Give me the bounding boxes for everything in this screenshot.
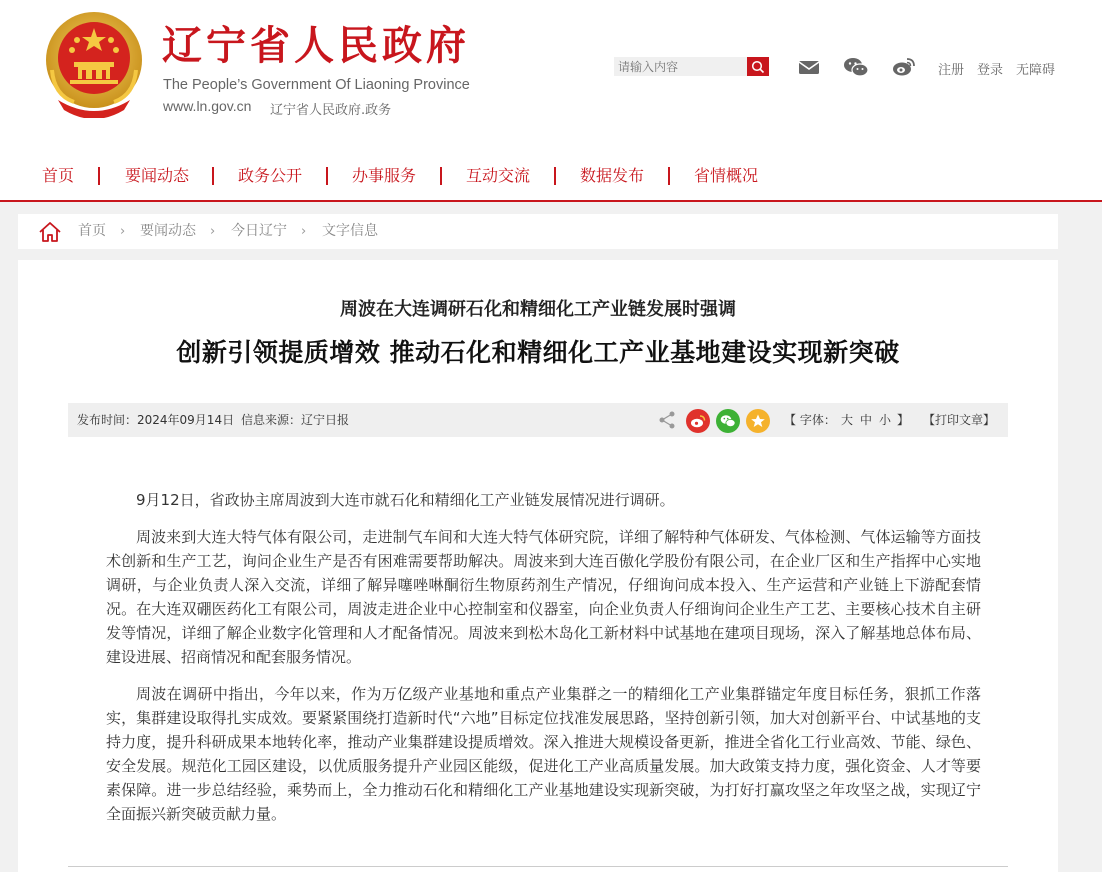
wechat-share-icon[interactable] [716,409,740,433]
nav-divider [212,167,214,185]
article-paragraph: 周波在调研中指出，今年以来，作为万亿级产业基地和重点产业集群之一的精细化工产业集群锚定年度目标任务，狠抓工作落实，集群建设取得扎实成效。要紧紧围绕打造新时代“六地”目标定位找准发展思路，坚持创新引领，加大对创新平台、中试基地的支持力度，提升科研成果本地转化率，推动产业集群建设提质增效。深入推进大规模设备更新，推进全省化工行业高效、节能、绿色、安全发展。规范化工园区建设，以优质服务提升产业园区能级，促进化工产业高质量发展。加大政策支持力度，强化资金、人才等要素保障。进一步总结经验，乘势而上，全力推动石化和精细化工产业基地建设实现新突破，为打好打赢攻坚之年攻坚之战，实现辽宁全面振兴新突破贡献力量。 [106,685,981,823]
font-size-end: 】 [897,413,910,427]
breadcrumb [18,214,1058,249]
article-paragraph: 周波来到大连大特气体有限公司，走进制气车间和大连大特气体研究院，详细了解特种气体研发、气体检测、气体运输等方面技术创新和生产工艺，询问企业生产是否有困难需要帮助解决。周波来到大连百傲化学股份有限公司，在企业厂区和生产指挥中心实地调研，与企业负责人深入交流，详细了解异噻唑啉酮衍生物原药剂生产情况，仔细询问成本投入、生产运营和产业链上下游配套情况。在大连双硼医药化工有限公司，周波走进企业中心控制室和仪器室，向企业负责人仔细询问企业生产工艺、主要核心技术自主研发等情况，详细了解企业数字化管理和人才配备情况。周波来到松木岛化工新材料中试基地在建项目现场，深入了解基地总体布局、建设进展、招商情况和配套服务情况。 [106,528,981,666]
nav-underline [0,200,1102,202]
chevron-right-icon: › [301,224,307,239]
article-card [18,260,1058,872]
nav-gov-affairs[interactable]: 政务公开 [238,166,303,185]
nav-interaction[interactable]: 互动交流 [466,166,531,185]
mail-icon[interactable] [797,56,821,78]
publish-date: 发布时间：2024年09月14日 [77,413,235,427]
font-size-medium[interactable]: 中 [860,413,873,427]
search-icon [751,60,765,74]
national-emblem-icon [44,10,144,118]
font-size-small[interactable]: 小 [879,413,892,427]
site-url[interactable]: www.ln.gov.cn [163,98,252,114]
breadcrumb-text-info[interactable]: 文字信息 [322,223,378,239]
breadcrumb-today-liaoning[interactable]: 今日辽宁 [231,223,287,239]
nav-divider [326,167,328,185]
nav-services[interactable]: 办事服务 [352,166,417,185]
breadcrumb-news[interactable]: 要闻动态 [140,223,196,239]
article-body [106,488,981,839]
font-size-label: 【 字体： [784,413,836,427]
accessibility-link[interactable]: 无障碍 [1016,63,1056,78]
nav-divider [668,167,670,185]
site-subtitle-en: The People’s Government Of Liaoning Province [163,77,470,93]
breadcrumb-home[interactable]: 首页 [78,223,106,239]
nav-divider [554,167,556,185]
wechat-glyph-icon [720,414,736,428]
weibo-glyph-icon [690,414,706,428]
chevron-right-icon: › [120,224,126,239]
star-glyph-icon [750,413,766,429]
nav-news[interactable]: 要闻动态 [125,166,190,185]
font-size-large[interactable]: 大 [841,413,854,427]
nav-data[interactable]: 数据发布 [580,166,645,185]
site-title: 辽宁省人民政府 [162,22,470,69]
home-icon[interactable] [38,220,62,244]
nav-home[interactable]: 首页 [42,166,75,185]
nav-divider [440,167,442,185]
content-divider [68,866,1008,867]
nav-province-overview[interactable]: 省情概况 [694,166,759,185]
article-meta-bar [68,403,1008,437]
info-source: 信息来源：辽宁日报 [241,413,350,427]
main-nav [0,158,1102,194]
register-link[interactable]: 注册 [938,63,965,78]
weibo-icon[interactable] [892,56,916,78]
article-subtitle: 周波在大连调研石化和精细化工产业链发展时强调 [340,299,736,320]
login-link[interactable]: 登录 [977,63,1004,78]
print-article-link[interactable]: 【打印文章】 [923,413,996,427]
wechat-icon[interactable] [843,56,869,78]
favorite-star-icon[interactable] [746,409,770,433]
share-icon[interactable] [657,410,677,430]
article-paragraph: 9月12日，省政协主席周波到大连市就石化和精细化工产业链发展情况进行调研。 [136,491,675,509]
article-title: 创新引领提质增效 推动石化和精细化工产业基地建设实现新突破 [176,338,900,367]
nav-divider [98,167,100,185]
search-button[interactable] [747,57,769,76]
search-input[interactable] [614,57,747,76]
site-gov-label: 辽宁省人民政府.政务 [270,103,392,118]
chevron-right-icon: › [210,224,216,239]
weibo-share-icon[interactable] [686,409,710,433]
